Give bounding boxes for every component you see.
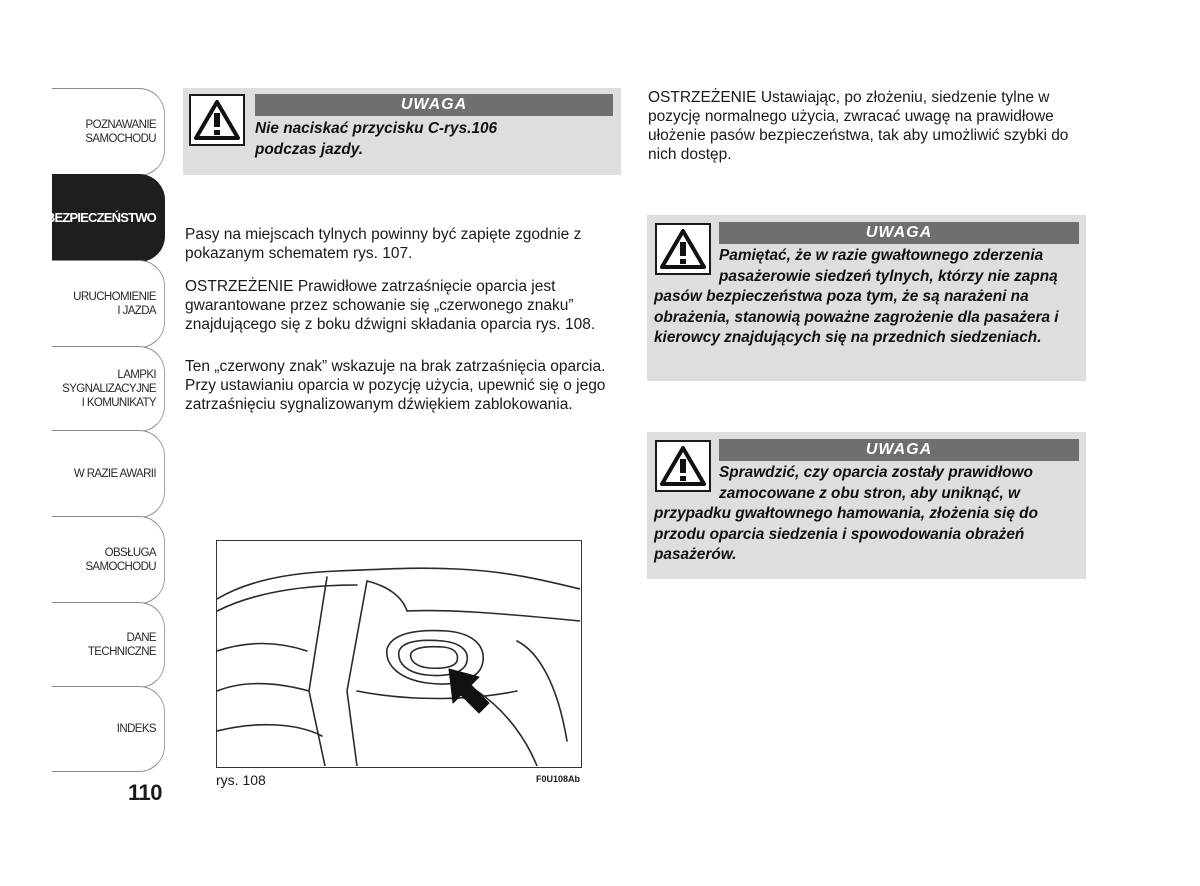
tab-obsluga-samochodu[interactable]: OBSŁUGA SAMOCHODU <box>52 516 165 604</box>
warning-box-3 <box>647 432 1086 579</box>
warning-2-text: Pamiętać, że w razie gwałtownego zderzenia pasażerowie siedzeń tylnych, którzy nie zapną pasów bezpieczeństwa poza tym, że są narażeni na obrażenia, stanowią poważne zagrożenie dla pasażera i kierowcy znajdujących się na przednich siedzeniach. <box>654 247 1059 346</box>
paragraph-rear-belts: Pasy na miejscach tylnych powinny być zapięte zgodnie z pokazanym schematem rys. 107. <box>185 226 582 262</box>
warning-1-text: Nie naciskać przycisku C-rys.106 podczas jazdy. <box>255 120 498 158</box>
tab-poznawanie-samochodu[interactable]: POZNAWANIE SAMOCHODU <box>52 88 165 176</box>
page-number: 110 <box>128 780 162 805</box>
warning-box-2 <box>647 215 1086 381</box>
warning-3-text: Sprawdzić, czy oparcia zostały prawidłowo zamocowane z obu stron, aby uniknąć, w przypadku gwałtownego hamowania, złożenia się do przodu oparcia siedzenia i spowodowania obrażeń pasażerów. <box>654 464 1038 563</box>
tab-dane-techniczne[interactable]: DANE TECHNICZNE <box>52 602 165 688</box>
tab-bezpieczenstwo[interactable]: BEZPIECZEŃSTWO <box>52 174 165 262</box>
arrow-pointer-icon <box>449 669 489 713</box>
figure-code: F0U108Ab <box>536 774 581 784</box>
paragraph-rear-seat-belts-position: OSTRZEŻENIE Ustawiając, po złożeniu, siedzenie tylne w pozycję normalnego użycia, zwracać uwagę na prawidłowe ułożenie pasów bezpieczeństwa, tak aby umożliwić szybki do nich dostęp. <box>648 89 1069 163</box>
figure-rys-108 <box>216 540 582 768</box>
icon-wrap-spacer <box>654 463 719 503</box>
warning-1-title: UWAGA <box>255 94 613 116</box>
warning-triangle-icon <box>189 94 245 146</box>
icon-wrap-spacer <box>654 246 719 286</box>
tab-indeks[interactable]: INDEKS <box>52 686 165 772</box>
figure-caption: rys. 108 <box>216 772 266 788</box>
paragraph-backrest-latch: OSTRZEŻENIE Prawidłowe zatrzaśnięcie oparcia jest gwarantowane przez schowanie się „czerwonego znaku” znajdującego się z boku dźwigni składania oparcia rys. 108. <box>185 278 596 333</box>
warning-3-title: UWAGA <box>719 439 1079 461</box>
tab-uruchomienie-i-jazda[interactable]: URUCHOMIENIE I JAZDA <box>52 260 165 348</box>
paragraph-red-sign: Ten „czerwony znak” wskazuje na brak zatrzaśnięcia oparcia. Przy ustawianiu oparcia w pozycję użycia, upewnić się o jego zatrzaśnięciu sygnalizowanym dźwiękiem zablokowania. <box>185 358 606 413</box>
tab-lampki-sygnalizacyjne[interactable]: LAMPKI SYGNALIZACYJNE I KOMUNIKATY <box>52 346 165 432</box>
tab-w-razie-awarii[interactable]: W RAZIE AWARII <box>52 430 165 518</box>
warning-2-title: UWAGA <box>719 222 1079 244</box>
warning-box-1 <box>183 88 621 175</box>
